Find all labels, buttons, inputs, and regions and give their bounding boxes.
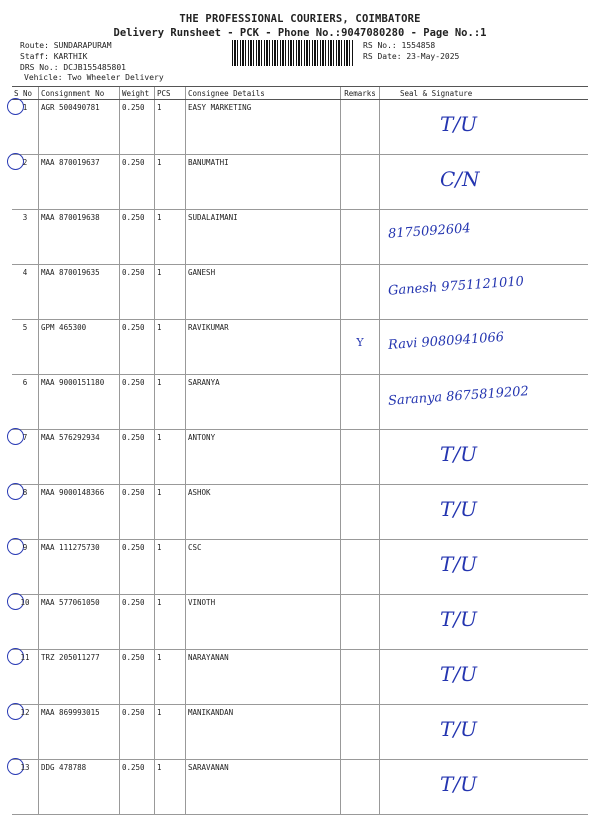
- handwritten-signature: Saranya 8675819202: [387, 384, 530, 409]
- table-row: [12, 540, 588, 595]
- col-signature: Seal & Signature: [380, 87, 589, 100]
- circle-mark-icon: [7, 428, 24, 445]
- weight-value: 0.250: [120, 210, 155, 265]
- consignment-number: DDG 478788: [39, 760, 120, 815]
- table-row: [12, 375, 588, 430]
- pieces-count: 1: [155, 430, 186, 485]
- handwritten-signature: T/U: [440, 497, 477, 521]
- vehicle-label: Vehicle: Two Wheeler Delivery: [24, 73, 164, 82]
- weight-value: 0.250: [120, 155, 155, 210]
- pieces-count: 1: [155, 210, 186, 265]
- runsheet-table: [12, 86, 588, 815]
- weight-value: 0.250: [120, 100, 155, 155]
- circle-mark-icon: [7, 483, 24, 500]
- handwritten-signature: T/U: [440, 442, 477, 466]
- serial-cell: [12, 210, 39, 265]
- remarks-column-cell: [341, 100, 380, 155]
- handwritten-signature: Ravi 9080941066: [387, 329, 505, 354]
- consignment-number: MAA 870019637: [39, 155, 120, 210]
- consignment-number: MAA 577061050: [39, 595, 120, 650]
- pieces-count: 1: [155, 595, 186, 650]
- consignment-number: MAA 870019638: [39, 210, 120, 265]
- pieces-count: 1: [155, 760, 186, 815]
- remarks-column-cell: [341, 705, 380, 760]
- consignee-name: SARANYA: [186, 375, 341, 430]
- consignee-name: MANIKANDAN: [186, 705, 341, 760]
- weight-value: 0.250: [120, 540, 155, 595]
- serial-number: 9: [22, 543, 28, 552]
- weight-value: 0.250: [120, 375, 155, 430]
- signature-cell: [380, 650, 589, 705]
- serial-cell: [12, 320, 39, 375]
- serial-number: 7: [22, 433, 28, 442]
- pieces-count: 1: [155, 485, 186, 540]
- remarks-cell: Y: [356, 336, 364, 349]
- col-consignee: Consignee Details: [186, 87, 341, 100]
- remarks-column-cell: [341, 155, 380, 210]
- consignee-name: BANUMATHI: [186, 155, 341, 210]
- remarks-column-cell: [341, 210, 380, 265]
- weight-value: 0.250: [120, 705, 155, 760]
- circle-mark-icon: [7, 538, 24, 555]
- remarks-column-cell: [341, 430, 380, 485]
- drs-number: DRS No.: DCJB155485801: [20, 63, 126, 72]
- serial-cell: [12, 100, 39, 155]
- signature-cell: [380, 265, 589, 320]
- handwritten-signature: 8175092604: [387, 221, 472, 242]
- table-row: [12, 595, 588, 650]
- serial-number: 1: [22, 103, 28, 112]
- rs-date: RS Date: 23-May-2025: [363, 52, 460, 61]
- serial-cell: [12, 595, 39, 650]
- runsheet-subtitle: Delivery Runsheet - PCK - Phone No.:9047080280 - Page No.:1: [113, 27, 487, 39]
- serial-cell: [12, 650, 39, 705]
- route-label: Route: SUNDARAPURAM: [20, 41, 112, 50]
- signature-cell: [380, 155, 589, 210]
- serial-cell: [12, 485, 39, 540]
- handwritten-signature: T/U: [440, 662, 477, 686]
- remarks-column-cell: [341, 595, 380, 650]
- serial-cell: [12, 265, 39, 320]
- serial-number: 10: [20, 598, 30, 607]
- consignee-name: ASHOK: [186, 485, 341, 540]
- serial-cell: [12, 540, 39, 595]
- signature-cell: [380, 485, 589, 540]
- weight-value: 0.250: [120, 265, 155, 320]
- company-title: THE PROFESSIONAL COURIERS, COIMBATORE: [179, 13, 421, 25]
- serial-number: 3: [22, 213, 28, 222]
- consignment-number: MAA 111275730: [39, 540, 120, 595]
- remarks-column-cell: [341, 540, 380, 595]
- serial-cell: [12, 155, 39, 210]
- handwritten-signature: T/U: [440, 607, 477, 631]
- handwritten-signature: T/U: [440, 772, 477, 796]
- pieces-count: 1: [155, 375, 186, 430]
- pieces-count: 1: [155, 650, 186, 705]
- remarks-column-cell: [341, 320, 380, 375]
- weight-value: 0.250: [120, 485, 155, 540]
- pieces-count: 1: [155, 100, 186, 155]
- col-consignment: Consignment No: [39, 87, 120, 100]
- serial-cell: [12, 430, 39, 485]
- circle-mark-icon: [7, 153, 24, 170]
- remarks-column-cell: [341, 760, 380, 815]
- weight-value: 0.250: [120, 430, 155, 485]
- remarks-column-cell: [341, 265, 380, 320]
- table-row: [12, 155, 588, 210]
- pieces-count: 1: [155, 265, 186, 320]
- consignee-name: SUDALAIMANI: [186, 210, 341, 265]
- serial-cell: [12, 705, 39, 760]
- consignee-name: ANTONY: [186, 430, 341, 485]
- signature-cell: [380, 595, 589, 650]
- signature-cell: [380, 760, 589, 815]
- consignee-name: RAVIKUMAR: [186, 320, 341, 375]
- serial-number: 2: [22, 158, 28, 167]
- remarks-column-cell: [341, 650, 380, 705]
- col-remarks: Remarks: [341, 87, 380, 100]
- serial-cell: [12, 760, 39, 815]
- weight-value: 0.250: [120, 595, 155, 650]
- handwritten-signature: C/N: [440, 167, 480, 191]
- table-row: [12, 265, 588, 320]
- circle-mark-icon: [7, 98, 24, 115]
- consignment-number: MAA 9000148366: [39, 485, 120, 540]
- consignment-number: MAA 576292934: [39, 430, 120, 485]
- consignment-number: MAA 9000151180: [39, 375, 120, 430]
- serial-number: 4: [22, 268, 28, 277]
- rs-number: RS No.: 1554858: [363, 41, 436, 50]
- staff-label: Staff: KARTHIK: [20, 52, 88, 61]
- serial-number: 5: [22, 323, 28, 332]
- weight-value: 0.250: [120, 320, 155, 375]
- signature-cell: [380, 705, 589, 760]
- consignee-name: NARAYANAN: [186, 650, 341, 705]
- barcode: [232, 40, 354, 66]
- table-row: [12, 485, 588, 540]
- consignee-name: CSC: [186, 540, 341, 595]
- table-row: [12, 210, 588, 265]
- col-pcs: PCS: [155, 87, 186, 100]
- handwritten-signature: T/U: [440, 112, 477, 136]
- consignee-name: GANESH: [186, 265, 341, 320]
- signature-cell: [380, 540, 589, 595]
- consignee-name: EASY MARKETING: [186, 100, 341, 155]
- pieces-count: 1: [155, 155, 186, 210]
- weight-value: 0.250: [120, 650, 155, 705]
- signature-cell: [380, 210, 589, 265]
- pieces-count: 1: [155, 540, 186, 595]
- serial-number: 8: [22, 488, 28, 497]
- handwritten-signature: T/U: [440, 552, 477, 576]
- consignment-number: MAA 870019635: [39, 265, 120, 320]
- signature-cell: [380, 375, 589, 430]
- consignment-number: MAA 869993015: [39, 705, 120, 760]
- serial-number: 12: [20, 708, 30, 717]
- table-row: [12, 650, 588, 705]
- pieces-count: 1: [155, 320, 186, 375]
- consignment-number: TRZ 205011277: [39, 650, 120, 705]
- table-row: [12, 320, 588, 375]
- serial-number: 11: [20, 653, 30, 662]
- consignment-number: GPM 465300: [39, 320, 120, 375]
- table-row: [12, 760, 588, 815]
- table-row: [12, 705, 588, 760]
- col-weight: Weight: [120, 87, 155, 100]
- serial-cell: [12, 375, 39, 430]
- handwritten-signature: Ganesh 9751121010: [387, 274, 525, 299]
- remarks-column-cell: [341, 485, 380, 540]
- table-header-row: [12, 87, 588, 100]
- pieces-count: 1: [155, 705, 186, 760]
- col-sno: S No: [12, 87, 39, 100]
- weight-value: 0.250: [120, 760, 155, 815]
- serial-number: 13: [20, 763, 30, 772]
- consignment-number: AGR 500490781: [39, 100, 120, 155]
- handwritten-signature: T/U: [440, 717, 477, 741]
- remarks-column-cell: [341, 375, 380, 430]
- signature-cell: [380, 100, 589, 155]
- consignee-name: VINOTH: [186, 595, 341, 650]
- signature-cell: [380, 320, 589, 375]
- signature-cell: [380, 430, 589, 485]
- table-row: [12, 100, 588, 155]
- consignee-name: SARAVANAN: [186, 760, 341, 815]
- serial-number: 6: [22, 378, 28, 387]
- table-row: [12, 430, 588, 485]
